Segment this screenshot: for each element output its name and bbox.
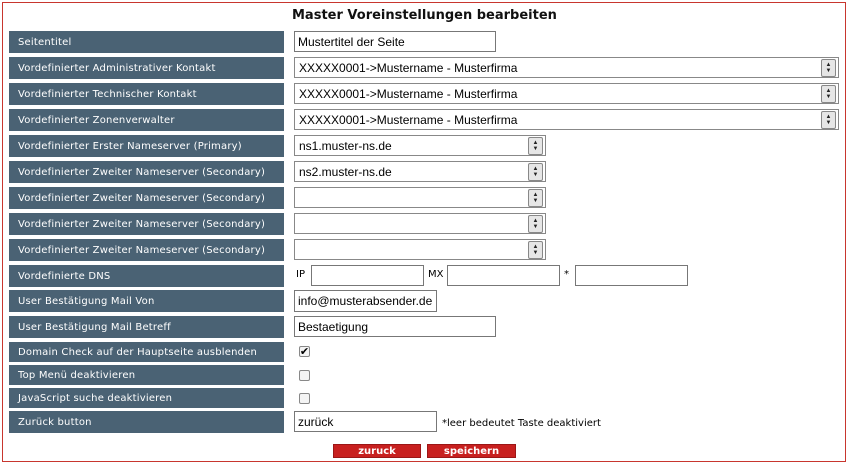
ns1-select[interactable] [294, 135, 546, 156]
mail-betreff-input[interactable]: Bestaetigung [294, 316, 496, 337]
label-ns5: Vordefinierter Zweiter Nameserver (Secondary) [9, 239, 284, 261]
dns-mx-input[interactable] [447, 265, 560, 286]
label-mail-betreff: User Bestätigung Mail Betreff [9, 316, 284, 338]
select-arrows-icon: ▲ ▼ [528, 163, 543, 181]
zonenverwalter-select[interactable] [294, 109, 839, 130]
domain-check-checkbox[interactable] [299, 346, 310, 357]
js-suche-checkbox[interactable] [299, 393, 310, 404]
ns2-select[interactable] [294, 161, 546, 182]
ns4-select[interactable] [294, 213, 546, 234]
select-arrows-icon: ▲ ▼ [528, 215, 543, 233]
select-arrows-icon: ▲ ▼ [528, 189, 543, 207]
label-seitentitel: Seitentitel [9, 31, 284, 53]
tech-kontakt-value: XXXXX0001->Mustername - Musterfirma [299, 86, 518, 101]
dns-star-input[interactable] [575, 265, 688, 286]
label-tech-kontakt: Vordefinierter Technischer Kontakt [9, 83, 284, 105]
ns3-select[interactable] [294, 187, 546, 208]
select-arrows-icon: ▲ ▼ [821, 111, 836, 129]
ns2-value: ns2.muster-ns.de [299, 164, 392, 179]
admin-kontakt-select[interactable] [294, 57, 839, 78]
label-js-suche: JavaScript suche deaktivieren [9, 388, 284, 408]
label-top-menu: Top Menü deaktivieren [9, 365, 284, 385]
label-ns2: Vordefinierter Zweiter Nameserver (Secondary) [9, 161, 284, 183]
mail-von-input[interactable]: info@musterabsender.de [294, 290, 437, 312]
tech-kontakt-select[interactable] [294, 83, 839, 104]
label-zonenverwalter: Vordefinierter Zonenverwalter [9, 109, 284, 131]
save-button[interactable]: speichern [427, 444, 516, 458]
dns-ip-input[interactable] [311, 265, 424, 286]
page-title: Master Voreinstellungen bearbeiten [292, 8, 557, 23]
zurueck-button-input[interactable]: zurück [294, 411, 437, 432]
dns-ip-label: IP [296, 269, 305, 280]
checkmark-icon: ✔ [299, 345, 310, 358]
select-arrows-icon: ▲ ▼ [528, 137, 543, 155]
dns-star-label: * [564, 269, 569, 280]
zonenverwalter-value: XXXXX0001->Mustername - Musterfirma [299, 112, 518, 127]
zurueck-note: *leer bedeutet Taste deaktiviert [442, 418, 601, 429]
ns1-value: ns1.muster-ns.de [299, 138, 392, 153]
admin-kontakt-value: XXXXX0001->Mustername - Musterfirma [299, 60, 518, 75]
select-arrows-icon: ▲ ▼ [821, 59, 836, 77]
label-domain-check: Domain Check auf der Hauptseite ausblenden [9, 342, 284, 362]
ns5-select[interactable] [294, 239, 546, 260]
label-dns: Vordefinierte DNS [9, 265, 284, 287]
back-button[interactable]: zuruck [333, 444, 421, 458]
label-ns3: Vordefinierter Zweiter Nameserver (Secondary) [9, 187, 284, 209]
seitentitel-input[interactable]: Mustertitel der Seite [294, 31, 496, 52]
select-arrows-icon: ▲ ▼ [528, 241, 543, 259]
label-ns4: Vordefinierter Zweiter Nameserver (Secondary) [9, 213, 284, 235]
label-ns1: Vordefinierter Erster Nameserver (Primary) [9, 135, 284, 157]
select-arrows-icon: ▲ ▼ [821, 85, 836, 103]
label-mail-von: User Bestätigung Mail Von [9, 290, 284, 312]
label-zurueck-button: Zurück button [9, 411, 284, 433]
label-admin-kontakt: Vordefinierter Administrativer Kontakt [9, 57, 284, 79]
dns-mx-label: MX [428, 269, 444, 280]
top-menu-checkbox[interactable] [299, 370, 310, 381]
